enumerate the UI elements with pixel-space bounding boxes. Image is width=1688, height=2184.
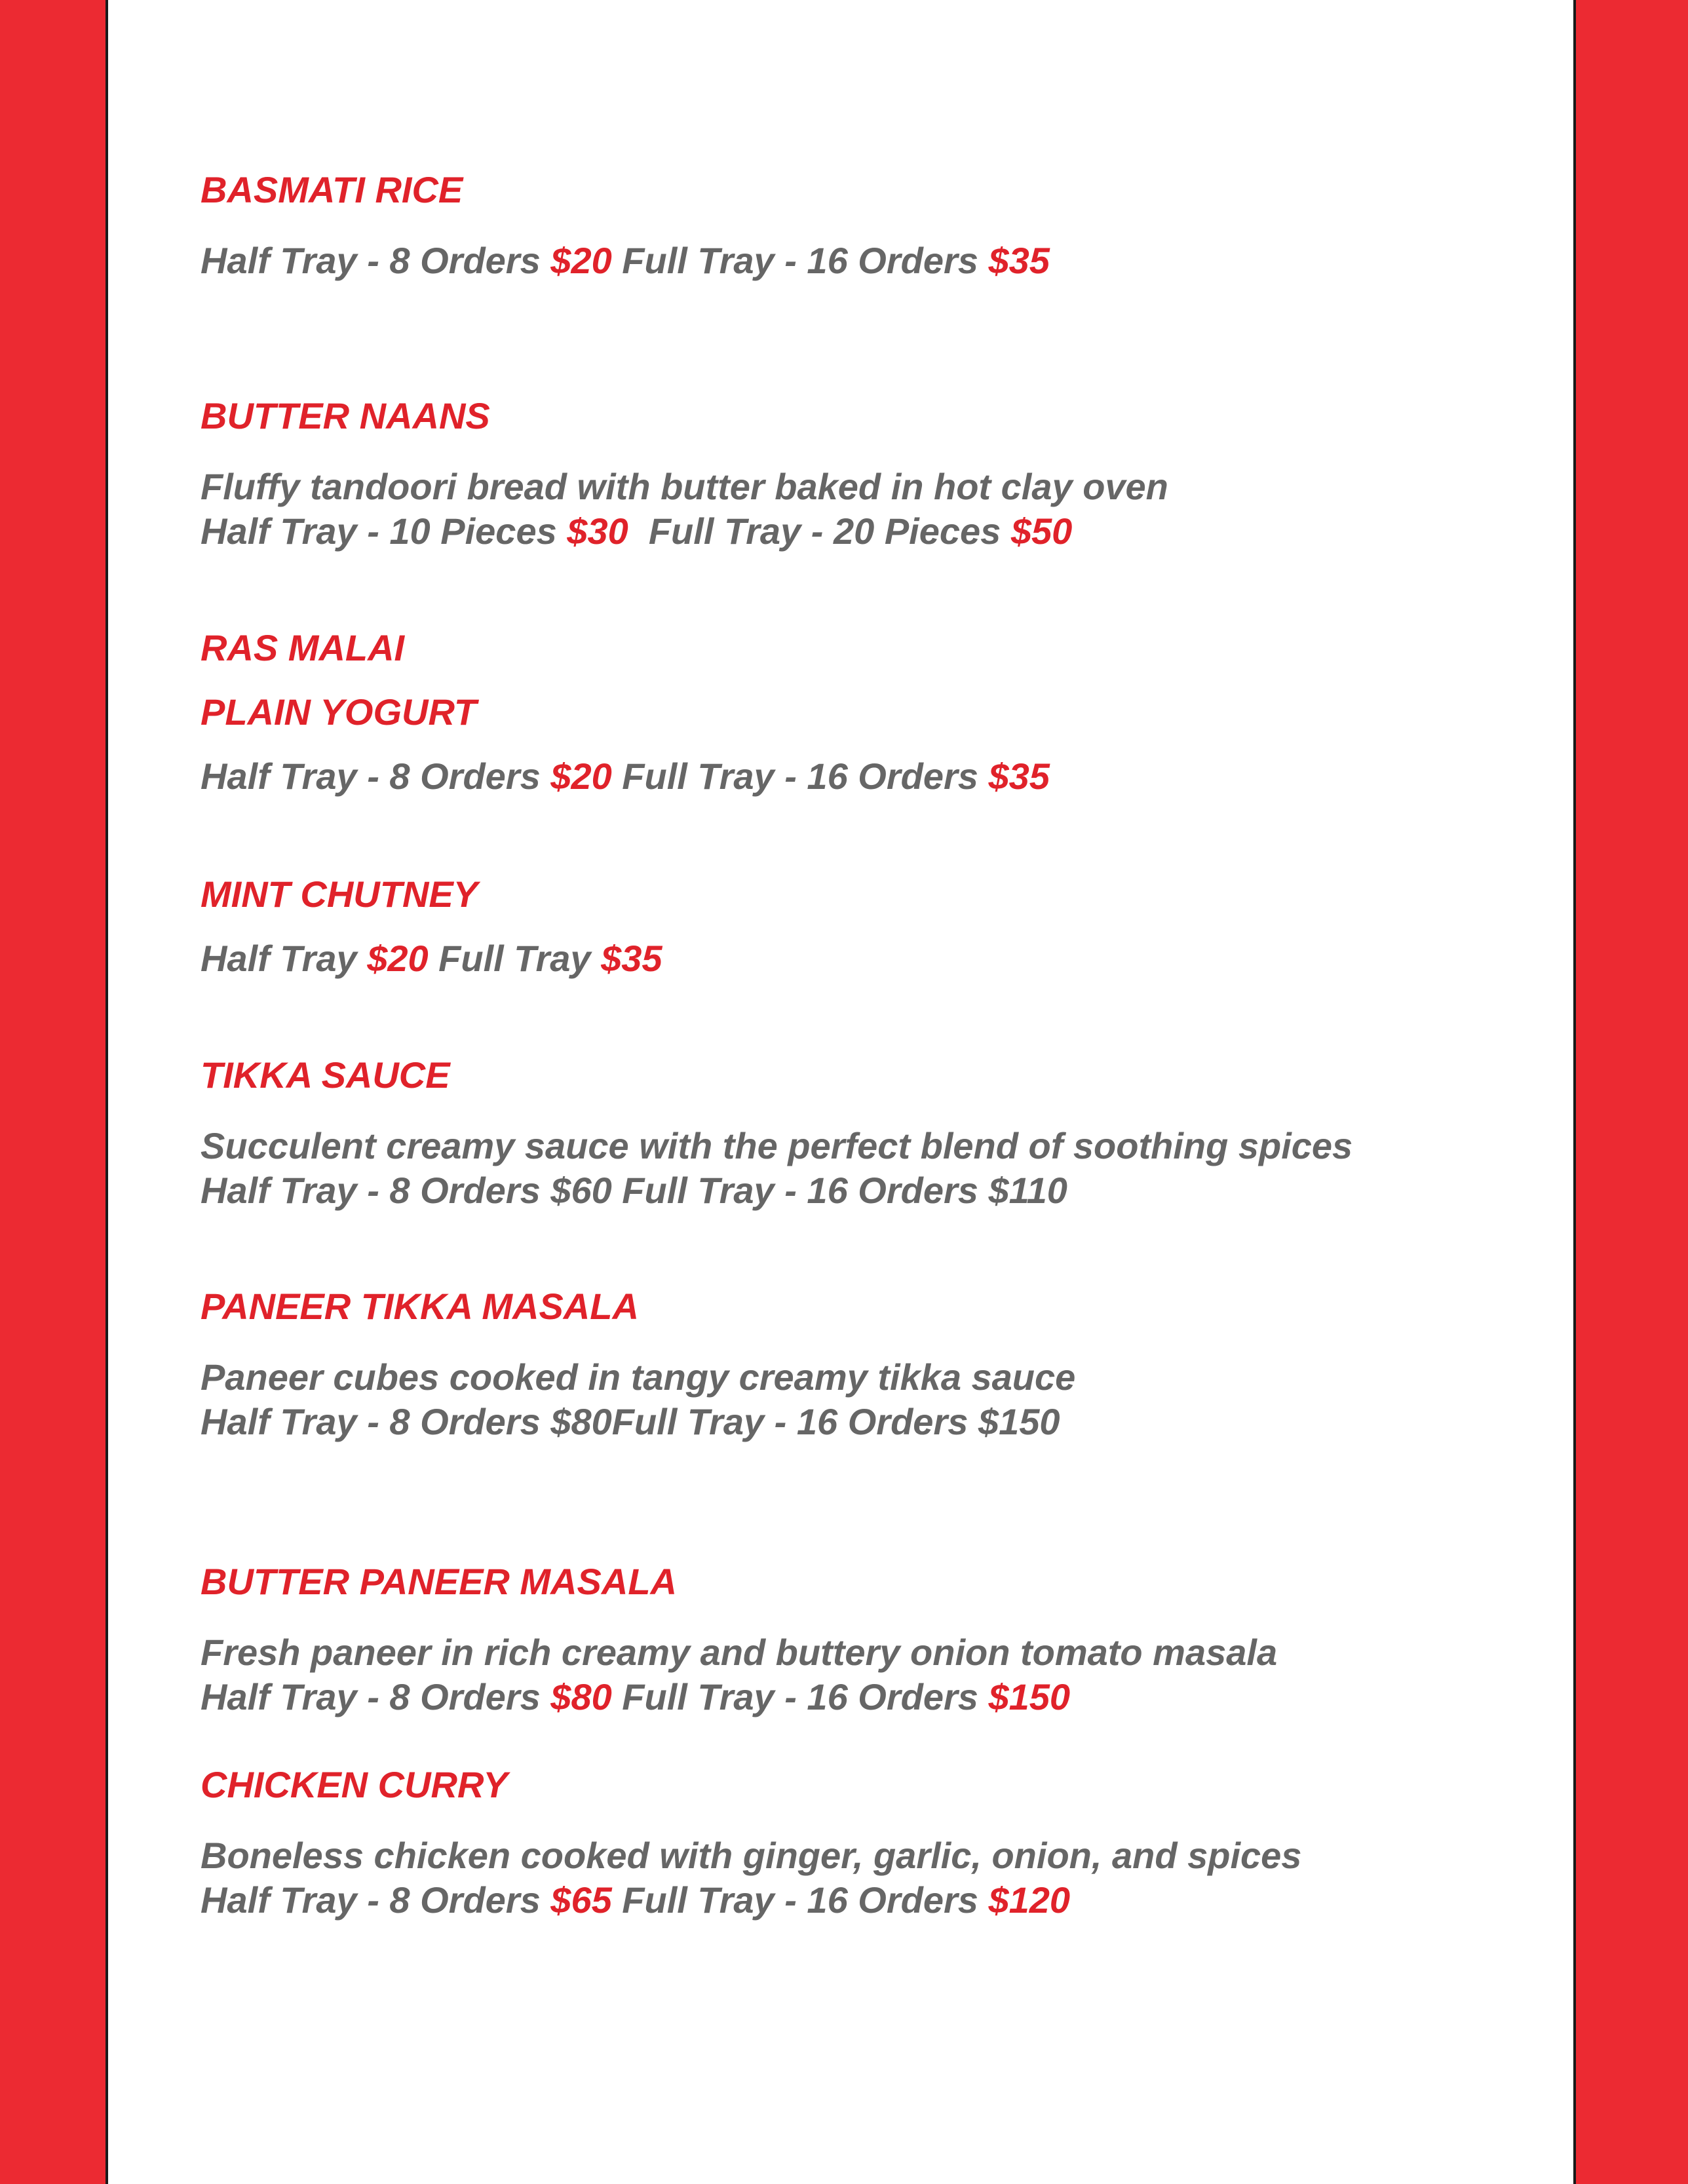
full-tray-label: Full Tray - 16 Orders bbox=[611, 1170, 989, 1211]
half-tray-price: $20 bbox=[550, 240, 612, 281]
full-tray-price: $150 bbox=[988, 1676, 1071, 1717]
full-tray-label: Full Tray - 16 Orders bbox=[611, 1401, 978, 1442]
half-tray-label: Half Tray - 8 Orders bbox=[201, 1676, 551, 1717]
full-tray-label: Full Tray bbox=[428, 938, 602, 979]
half-tray-price: $65 bbox=[550, 1879, 612, 1921]
half-tray-label: Half Tray bbox=[201, 938, 368, 979]
half-tray-label: Half Tray - 8 Orders bbox=[201, 756, 551, 797]
full-tray-price: $50 bbox=[1010, 510, 1073, 552]
half-tray-price: $60 bbox=[550, 1170, 612, 1211]
menu-item-butter-paneer-masala bbox=[201, 1560, 1498, 1719]
half-tray-label: Half Tray - 8 Orders bbox=[201, 1879, 551, 1921]
item-name: MINT CHUTNEY bbox=[201, 873, 478, 915]
half-tray-price: $80 bbox=[550, 1401, 612, 1442]
price-line bbox=[201, 239, 1498, 283]
full-tray-price: $110 bbox=[988, 1170, 1067, 1211]
price-line bbox=[201, 936, 1498, 981]
half-tray-price: $80 bbox=[550, 1676, 612, 1717]
menu-item-plain-yogurt bbox=[201, 690, 1498, 799]
menu-item-mint-chutney bbox=[201, 872, 1498, 981]
half-tray-label: Half Tray - 8 Orders bbox=[201, 240, 551, 281]
price-line bbox=[201, 1878, 1498, 1923]
full-tray-label: Full Tray - 16 Orders bbox=[611, 240, 989, 281]
full-tray-price: $35 bbox=[988, 756, 1050, 797]
half-tray-label: Half Tray - 10 Pieces bbox=[201, 510, 567, 552]
item-name: PLAIN YOGURT bbox=[201, 691, 477, 733]
half-tray-price: $30 bbox=[567, 510, 628, 552]
item-description: Fresh paneer in rich creamy and buttery onion tomato masala bbox=[201, 1632, 1278, 1673]
item-description: Succulent creamy sauce with the perfect blend of soothing spices bbox=[201, 1125, 1353, 1166]
full-tray-price: $150 bbox=[978, 1401, 1060, 1442]
menu-item-butter-naans bbox=[201, 394, 1498, 554]
half-tray-price: $20 bbox=[550, 756, 612, 797]
menu-item-basmati-rice bbox=[201, 168, 1498, 283]
item-name: BUTTER NAANS bbox=[201, 395, 490, 436]
menu-item-ras-malai bbox=[201, 626, 1498, 670]
full-tray-label: Full Tray - 16 Orders bbox=[611, 756, 989, 797]
item-name: TIKKA SAUCE bbox=[201, 1054, 450, 1096]
half-tray-label: Half Tray - 8 Orders bbox=[201, 1401, 551, 1442]
item-description: Paneer cubes cooked in tangy creamy tikka sauce bbox=[201, 1356, 1076, 1398]
full-tray-price: $35 bbox=[988, 240, 1050, 281]
item-description: Boneless chicken cooked with ginger, garlic, onion, and spices bbox=[201, 1835, 1302, 1876]
item-name: PANEER TIKKA MASALA bbox=[201, 1286, 639, 1327]
price-line bbox=[201, 1400, 1498, 1444]
item-description: Fluffy tandoori bread with butter baked in hot clay oven bbox=[201, 466, 1168, 507]
left-red-border bbox=[0, 0, 108, 2184]
menu-item-paneer-tikka-masala bbox=[201, 1284, 1498, 1444]
full-tray-price: $35 bbox=[601, 938, 662, 979]
item-name: RAS MALAI bbox=[201, 627, 405, 668]
price-line bbox=[201, 1675, 1498, 1719]
half-tray-price: $20 bbox=[367, 938, 429, 979]
menu-item-chicken-curry bbox=[201, 1763, 1498, 1923]
price-line bbox=[201, 754, 1498, 799]
menu-item-tikka-sauce bbox=[201, 1053, 1498, 1213]
right-red-border bbox=[1573, 0, 1688, 2184]
full-tray-label: Full Tray - 16 Orders bbox=[611, 1676, 989, 1717]
half-tray-label: Half Tray - 8 Orders bbox=[201, 1170, 551, 1211]
full-tray-label: Full Tray - 16 Orders bbox=[611, 1879, 989, 1921]
full-tray-label: Full Tray - 20 Pieces bbox=[628, 510, 1011, 552]
item-name: BASMATI RICE bbox=[201, 169, 463, 210]
item-name: CHICKEN CURRY bbox=[201, 1764, 508, 1805]
price-line bbox=[201, 1168, 1498, 1213]
full-tray-price: $120 bbox=[988, 1879, 1071, 1921]
price-line bbox=[201, 509, 1498, 554]
item-name: BUTTER PANEER MASALA bbox=[201, 1561, 677, 1602]
